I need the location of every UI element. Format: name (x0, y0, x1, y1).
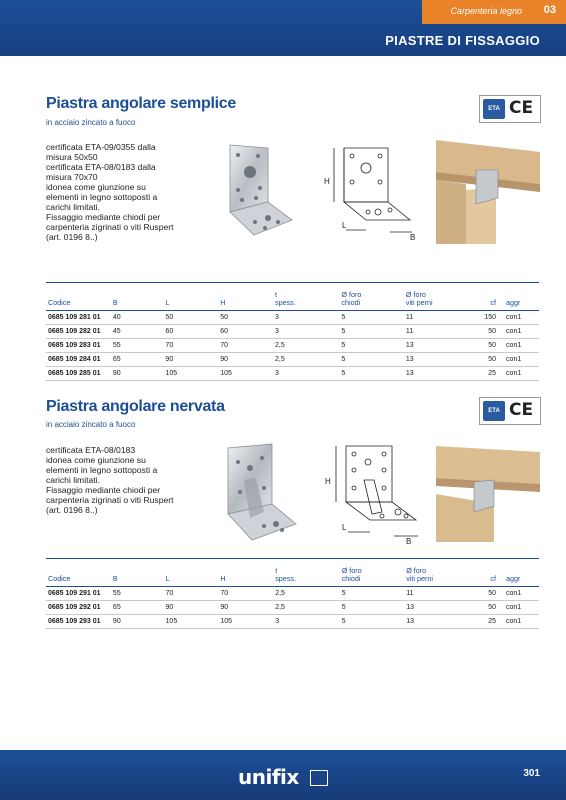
table-cell: 50 (465, 601, 498, 615)
table-cell: con1 (498, 353, 539, 367)
certification-badge (479, 95, 541, 123)
table-cell: 3 (273, 367, 339, 381)
table-cell: 5 (339, 353, 403, 367)
table-cell: 25 (465, 615, 498, 629)
desc-line: elementi in legno sottoposti a (46, 192, 158, 202)
desc-line: certificata ETA-08/0183 (46, 445, 136, 455)
header-bar (0, 0, 566, 56)
table-row (46, 587, 539, 601)
product-2-spec-table (46, 558, 539, 629)
desc-line: certificata ETA-09/0355 dalla (46, 142, 156, 152)
table-cell: 50 (464, 339, 498, 353)
col-h: H (218, 559, 273, 587)
chapter-number: 03 (543, 4, 556, 16)
product-2-description (46, 445, 221, 515)
ce-mark-icon: CE (509, 400, 534, 420)
table-cell: 105 (218, 615, 273, 629)
col-codice: Codice (46, 283, 111, 311)
col-b: B (111, 283, 164, 311)
col-l: L (164, 559, 219, 587)
col-aggr: aggr (498, 559, 539, 587)
col-t-line2: spess. (275, 574, 296, 583)
dim-h-label: H (325, 477, 331, 486)
product-2-title: Piastra angolare nervata (46, 398, 225, 415)
table-row (46, 601, 539, 615)
table-cell: 60 (163, 325, 218, 339)
table-cell: 65 (111, 353, 164, 367)
table-cell: con1 (498, 367, 539, 381)
col-t-line2: spess. (274, 298, 296, 307)
col-foro-chiodi-line1: Ø foro (341, 566, 362, 575)
table-cell: 60 (218, 325, 273, 339)
cell-code: 0685 109 283 01 (46, 339, 111, 353)
table-cell: 70 (163, 339, 218, 353)
table-cell: 55 (111, 339, 164, 353)
col-t (273, 559, 340, 587)
table-cell: 105 (163, 367, 218, 381)
col-l: L (163, 283, 218, 311)
cell-code: 0685 109 292 01 (46, 601, 111, 615)
product-1-installation-photo (436, 140, 540, 244)
table-cell: 5 (339, 339, 403, 353)
col-foro-viti-line1: Ø foro (406, 566, 427, 575)
table-row (46, 367, 539, 381)
table-cell: con1 (498, 339, 539, 353)
desc-line: (art. 0196 8..) (46, 505, 98, 515)
table-row (46, 325, 539, 339)
table-cell: 65 (111, 601, 164, 615)
table-cell: 70 (218, 339, 273, 353)
col-t (273, 283, 339, 311)
table-cell: 3 (273, 325, 339, 339)
table-cell: 105 (218, 367, 273, 381)
table-header-row (46, 559, 539, 587)
table-cell: 11 (404, 325, 465, 339)
table-cell: 50 (464, 353, 498, 367)
product-1-photo (220, 140, 295, 240)
table-cell: 5 (340, 615, 405, 629)
table-cell: con1 (498, 325, 539, 339)
table-cell: 55 (111, 587, 164, 601)
table-row (46, 353, 539, 367)
product-2-technical-drawing (320, 440, 432, 544)
desc-line: carpenteria zigrinati o viti Ruspert (46, 495, 174, 505)
product-1-subtitle: in acciaio zincato a fuoco (46, 118, 136, 127)
dim-l-label: L (342, 523, 347, 532)
table-cell: 13 (404, 615, 465, 629)
table-cell: 2,5 (273, 587, 340, 601)
cell-code: 0685 109 285 01 (46, 367, 111, 381)
table-cell: 90 (111, 367, 164, 381)
col-t-line1: t (275, 566, 278, 575)
cell-code: 0685 109 281 01 (46, 311, 111, 325)
col-foro-viti-line2: viti perni (406, 574, 433, 583)
cell-code: 0685 109 291 01 (46, 587, 111, 601)
unifix-logo: unifix (238, 765, 299, 789)
col-foro-chiodi-line2: chiodi (341, 574, 361, 583)
col-foro-chiodi (339, 283, 403, 311)
table-cell: 13 (404, 339, 465, 353)
certification-badge (479, 397, 541, 425)
desc-line: certificata ETA-08/0183 dalla (46, 162, 156, 172)
dim-h-label: H (324, 177, 330, 186)
product-2-photo (220, 440, 300, 544)
cell-code: 0685 109 293 01 (46, 615, 111, 629)
col-foro-chiodi-line1: Ø foro (341, 290, 362, 299)
cell-code: 0685 109 284 01 (46, 353, 111, 367)
table-row (46, 615, 539, 629)
footer-bar (0, 750, 566, 800)
col-foro-viti-line1: Ø foro (405, 290, 426, 299)
table-row (46, 311, 539, 325)
desc-line: carichi limitati. (46, 202, 100, 212)
desc-line: (art. 0196 8..) (46, 232, 98, 242)
table-cell: con1 (498, 615, 539, 629)
col-foro-viti-line2: viti perni (405, 298, 433, 307)
desc-line: idonea come giunzione su (46, 455, 146, 465)
table-cell: 25 (464, 367, 498, 381)
table-cell: 90 (163, 353, 218, 367)
col-cf: cf (464, 283, 498, 311)
table-cell: 13 (404, 601, 465, 615)
table-cell: 105 (164, 615, 219, 629)
eta-logo-icon: ETA (483, 401, 505, 421)
table-cell: 3 (273, 615, 340, 629)
desc-line: elementi in legno sottoposti a (46, 465, 158, 475)
table-cell: 5 (339, 311, 403, 325)
table-cell: 50 (465, 587, 498, 601)
table-cell: 50 (464, 325, 498, 339)
table-cell: 50 (218, 311, 273, 325)
product-2-installation-photo (436, 442, 540, 542)
col-b: B (111, 559, 164, 587)
table-cell: 11 (404, 311, 465, 325)
page-number: 301 (523, 768, 540, 779)
col-t-line1: t (274, 290, 277, 299)
desc-line: misura 70x70 (46, 172, 98, 182)
desc-line: misura 50x50 (46, 152, 98, 162)
col-aggr: aggr (498, 283, 539, 311)
table-cell: 13 (404, 353, 465, 367)
table-cell: 5 (339, 367, 403, 381)
product-2-subtitle: in acciaio zincato a fuoco (46, 420, 136, 429)
table-cell: 40 (111, 311, 164, 325)
table-row (46, 339, 539, 353)
desc-line: Fissaggio mediante chiodi per (46, 212, 161, 222)
desc-line: carichi limitati. (46, 475, 100, 485)
cell-code: 0685 109 282 01 (46, 325, 111, 339)
table-cell: 50 (163, 311, 218, 325)
section-title: PIASTRE DI FISSAGGIO (385, 33, 540, 48)
col-codice: Codice (46, 559, 111, 587)
table-cell: con1 (498, 601, 539, 615)
table-cell: 5 (340, 601, 405, 615)
desc-line: idonea come giunzione su (46, 182, 146, 192)
category-label: Carpenteria legno (450, 6, 522, 16)
product-1-technical-drawing (320, 140, 425, 240)
col-foro-viti (404, 283, 465, 311)
logo-badge-icon (310, 770, 328, 786)
col-foro-chiodi-line2: chiodi (341, 298, 361, 307)
table-cell: 2,5 (273, 353, 339, 367)
col-foro-chiodi (340, 559, 405, 587)
table-cell: 5 (339, 325, 403, 339)
col-cf: cf (465, 559, 498, 587)
col-foro-viti (404, 559, 465, 587)
table-cell: 90 (111, 615, 164, 629)
table-cell: 70 (164, 587, 219, 601)
table-cell: 2,5 (273, 339, 339, 353)
desc-line: Fissaggio mediante chiodi per (46, 485, 161, 495)
table-cell: con1 (498, 587, 539, 601)
table-cell: 90 (218, 353, 273, 367)
table-cell: 13 (404, 367, 465, 381)
category-tab (422, 0, 566, 24)
dim-b-label: B (410, 233, 416, 240)
table-cell: 2,5 (273, 601, 340, 615)
product-1-description (46, 142, 221, 242)
desc-line: carpenteria zigrinati o viti Ruspert (46, 222, 174, 232)
table-cell: 45 (111, 325, 164, 339)
table-cell: 70 (218, 587, 273, 601)
table-cell: 90 (218, 601, 273, 615)
col-h: H (218, 283, 273, 311)
table-cell: 90 (164, 601, 219, 615)
ce-mark-icon: CE (509, 98, 534, 118)
eta-logo-icon: ETA (483, 99, 505, 119)
product-1-spec-table (46, 282, 539, 381)
table-cell: 3 (273, 311, 339, 325)
table-cell: 11 (404, 587, 465, 601)
table-cell: 150 (464, 311, 498, 325)
dim-b-label: B (406, 537, 412, 544)
table-cell: 5 (340, 587, 405, 601)
product-1-title: Piastra angolare semplice (46, 95, 236, 112)
table-cell: con1 (498, 311, 539, 325)
table-header-row (46, 283, 539, 311)
dim-l-label: L (342, 221, 347, 230)
